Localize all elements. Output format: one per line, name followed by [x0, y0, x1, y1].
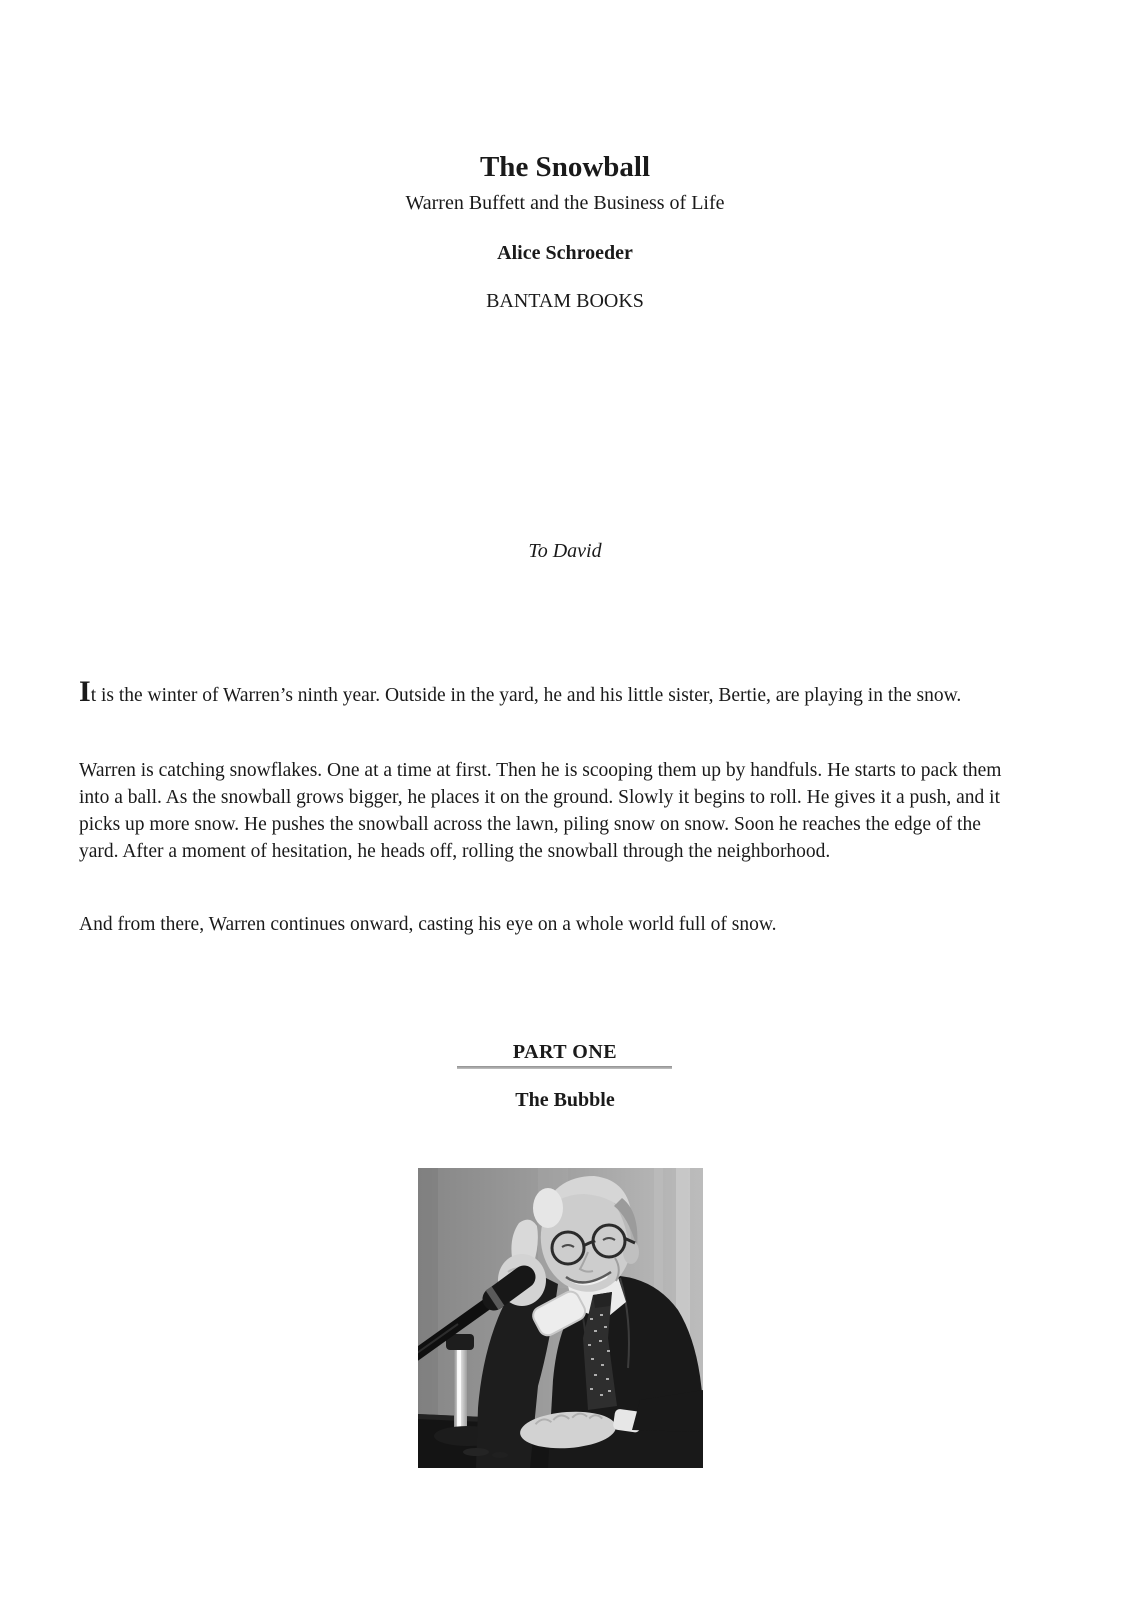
part-heading-rule	[457, 1066, 672, 1069]
author-name: Alice Schroeder	[497, 242, 633, 264]
paragraph-3: And from there, Warren continues onward, casting his eye on a whole world full of snow.	[79, 914, 777, 935]
dedication: To David	[528, 540, 602, 562]
paragraph-1-initial-cap: I	[79, 675, 91, 708]
paragraph-1-text: t is the winter of Warren’s ninth year. Outside in the yard, he and his little sister, Bertie, are playing in the snow.	[90, 685, 962, 706]
book-subtitle: Warren Buffett and the Business of Life	[405, 192, 725, 214]
paragraph-2: Warren is catching snowflakes. One at a time at first. Then he is scooping them up by handfuls. He starts to pack them into a ball. As the snowball grows bigger, he places it on the ground. Slowly it begins to roll. He gives it a push, and it picks up more snow. He pushes the snowball across the lawn, piling snow on snow. Soon he reaches the edge of the yard. After a moment of hesitation, he heads off, rolling the snowball through the neighborhood.	[79, 760, 1002, 862]
part-one-heading: PART ONE	[512, 1041, 618, 1063]
buffett-photo	[418, 1168, 703, 1468]
paragraph-1	[79, 675, 1019, 709]
buffett-photo-art	[418, 1168, 703, 1468]
book-title: The Snowball	[479, 151, 651, 183]
publisher-name: BANTAM BOOKS	[486, 290, 644, 312]
chapter-title: The Bubble	[515, 1089, 615, 1111]
